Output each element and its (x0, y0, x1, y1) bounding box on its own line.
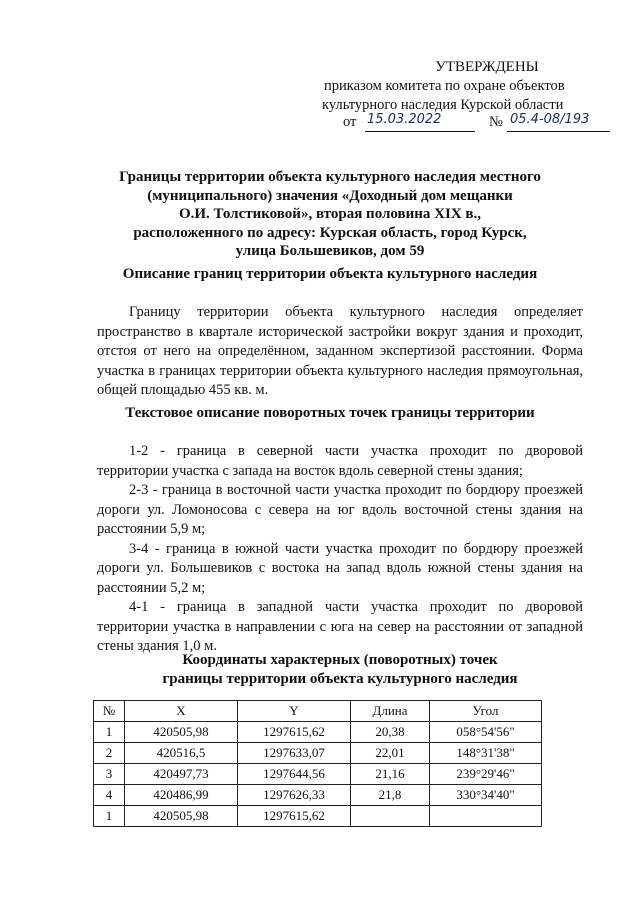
cell-x: 420497,73 (125, 764, 238, 785)
cell-x: 420516,5 (125, 743, 238, 764)
title-line-5: улица Большевиков, дом 59 (235, 243, 425, 259)
cell-number: 4 (94, 785, 125, 806)
cell-y: 1297615,62 (238, 722, 351, 743)
cell-y: 1297615,62 (238, 806, 351, 827)
coordinates-table-title (100, 651, 580, 689)
approval-date-number (343, 112, 618, 136)
header-y: Y (238, 701, 351, 722)
cell-y: 1297633,07 (238, 743, 351, 764)
cell-angle: 148°31'38" (430, 743, 542, 764)
cell-number: 1 (94, 722, 125, 743)
approval-line-2: культурного наследия Курской области (322, 97, 564, 113)
description-text: Границу территории объекта культурного наследия определяет пространство в квартале исторической застройки вокруг здания и проходит, отстоя от него на определённом, заданном экспертизой расстоянии. Форма участка в границах территории объекта культурного наследия прямоугольная, общей площадью 455 кв. м. (97, 304, 583, 398)
coordinates-table (93, 700, 542, 827)
approval-line-1: приказом комитета по охране объектов (324, 78, 565, 94)
cell-length: 20,38 (351, 722, 430, 743)
header-x: X (125, 701, 238, 722)
cell-angle: 239°29'46" (430, 764, 542, 785)
document-title (95, 168, 565, 261)
title-line-1: Границы территории объекта культурного наследия местного (119, 169, 541, 185)
cell-length: 22,01 (351, 743, 430, 764)
cell-x: 420486,99 (125, 785, 238, 806)
approval-heading: УТВЕРЖДЕНЫ (435, 59, 539, 75)
cell-number: 1 (94, 806, 125, 827)
cell-length: 21,8 (351, 785, 430, 806)
cell-number: 3 (94, 764, 125, 785)
cell-length (351, 806, 430, 827)
title-line-3: О.И. Толстиковой», вторая половина XIX в., (178, 206, 482, 222)
cell-y: 1297644,56 (238, 764, 351, 785)
header-angle: Угол (430, 701, 542, 722)
title-line-4: расположенного по адресу: Курская область, город Курск, (133, 224, 527, 241)
point-segment-1-2: 1-2 - граница в северной части участка проходит по дворовой территории участка с запада на восток вдоль северной стены здания; (97, 443, 583, 479)
header-number: № (94, 701, 125, 722)
cell-angle: 330°34'40" (430, 785, 542, 806)
cell-y: 1297626,33 (238, 785, 351, 806)
cell-angle (430, 806, 542, 827)
table-row (94, 722, 542, 743)
point-segment-4-1: 4-1 - граница в западной части участка проходит по дворовой территории участка в направлении с юга на север на расстоянии от западной стены здания 1,0 м. (97, 599, 583, 654)
points-list (97, 442, 583, 657)
section-heading-points: Текстовое описание поворотных точек границы территории (125, 405, 535, 421)
point-segment-2-3: 2-3 - граница в восточной части участка проходит по бордюру проезжей дороги ул. Ломоносова с севера на юг вдоль восточной стены здания на расстоянии 5,9 м; (97, 482, 583, 537)
table-title-line-2: границы территории объекта культурного наследия (162, 671, 518, 687)
description-paragraph (97, 303, 583, 401)
point-segment-3-4: 3-4 - граница в южной части участка проходит по бордюру проезжей дороги ул. Большевиков с востока на запад вдоль южной стены здания на расстоянии 5,2 м; (97, 540, 583, 596)
header-length: Длина (351, 701, 430, 722)
table-row (94, 785, 542, 806)
title-line-2: (муниципального) значения «Доходный дом мещанки (147, 187, 513, 204)
date-prefix: от (343, 114, 357, 130)
handwritten-order-number: 05.4-08/193 (507, 112, 610, 132)
cell-x: 420505,98 (125, 806, 238, 827)
table-row (94, 743, 542, 764)
cell-x: 420505,98 (125, 722, 238, 743)
table-row (94, 764, 542, 785)
table-header-row (94, 701, 542, 722)
section-heading-description: Описание границ территории объекта культурного наследия (122, 266, 538, 282)
table-row (94, 806, 542, 827)
number-prefix: № (489, 114, 503, 130)
cell-number: 2 (94, 743, 125, 764)
cell-length: 21,16 (351, 764, 430, 785)
approval-block (322, 58, 612, 115)
table-title-line-1: Координаты характерных (поворотных) точек (182, 652, 498, 668)
cell-angle: 058°54'56" (430, 722, 542, 743)
handwritten-date: 15.03.2022 (365, 112, 475, 132)
